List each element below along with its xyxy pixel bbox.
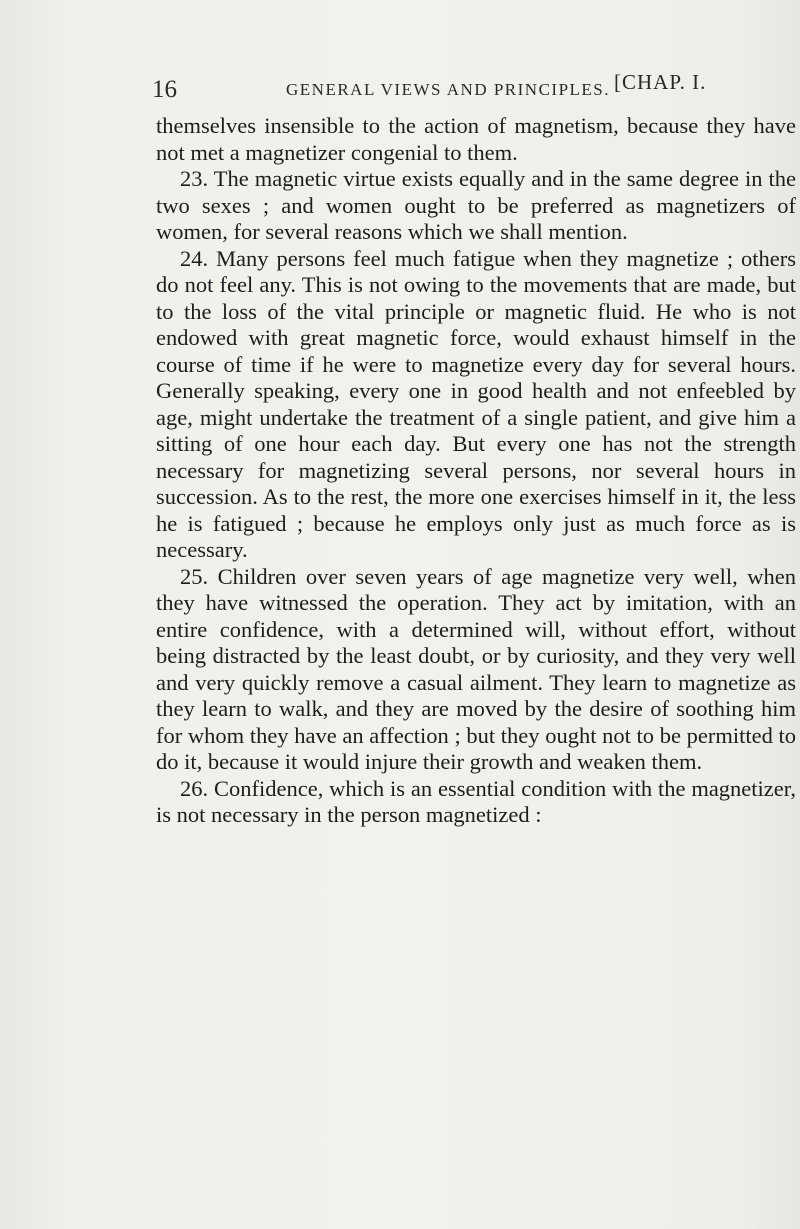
paragraph-continuation: themselves insensible to the action of magnetism, because they have not met a magnetizer congenial to them. (156, 113, 796, 165)
paragraph-25: 25. Children over seven years of age magnetize very well, when they have witnessed the operation. They act by imitation, with an entire confidence, with a determined will, without effort, without being distracted by the least doubt, or by curiosity, and they very well and very quickly remove a casual ailment. They learn to magnetize as they learn to walk, and they are moved by the desire of soothing him for whom they have an affection ; but they ought not to be permitted to do it, because it would injure their growth and weaken them. (156, 563, 796, 774)
paragraph-23: 23. The magnetic virtue exists equally and in the same degree in the two sexes ; and women ought to be preferred as magnetizers of women, for several reasons which we shall mention. (156, 166, 796, 244)
running-title: GENERAL VIEWS AND PRINCIPLES. (286, 80, 611, 99)
running-header (152, 70, 792, 106)
page-number: 16 (152, 76, 177, 103)
paragraph-26: 26. Confidence, which is an essential condition with the magnetizer, is not necessary in the person magnetized : (156, 775, 796, 827)
chapter-label: [CHAP. I. (614, 70, 707, 94)
paragraph-24: 24. Many persons feel much fatigue when they magnetize ; others do not feel any. This is not owing to the movements that are made, but to the loss of the vital principle or magnetic fluid. He who is not endowed with great magnetic force, would exhaust himself in the course of time if he were to magnetize every day for several hours. Generally speaking, every one in good health and not enfeebled by age, might undertake the treatment of a single patient, and give him a sitting of one hour each day. But every one has not the strength necessary for magnetizing several persons, nor several hours in succession. As to the rest, the more one exercises himself in it, the less he is fatigued ; because he employs only just as much force as is necessary. (156, 245, 796, 562)
body-text (156, 113, 796, 829)
